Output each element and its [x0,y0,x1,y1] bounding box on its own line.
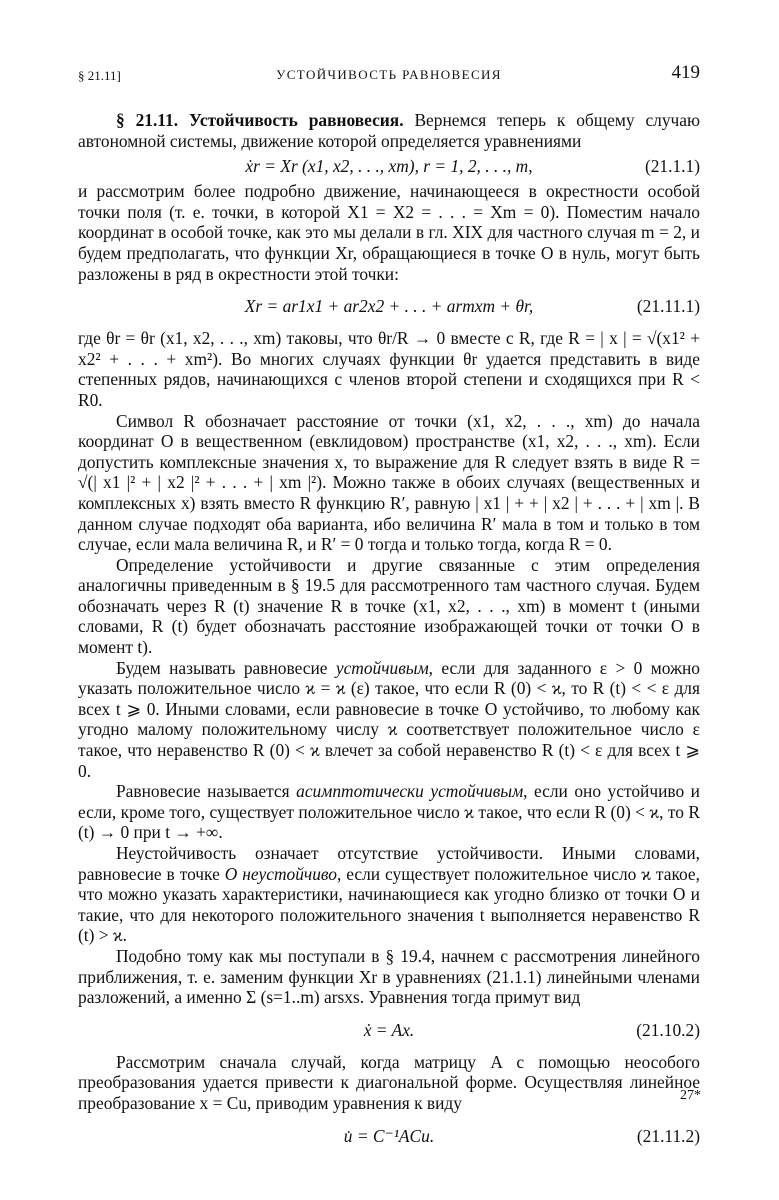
signature-mark: 27* [680,1088,701,1103]
paragraph-9: Рассмотрим сначала случай, когда матрицу A с помощью неособого преобразования удается привести к диагональной форме. Осуществляя линейное преобразование x = Cu, приводим уравнения к виду [78,1051,700,1113]
paragraph-4: Определение устойчивости и другие связанные с этим определения аналогичны приведенным в § 19.5 для рассмотренного там частного случая. Будем обозначать через R (t) значение R в точке (x1, x2, . . ., xm) в момент t (иными словами, R (t) будет обозначать расстояние изображающей точки от точки O в момент t). [78,554,700,658]
paragraph-5 [78,658,700,782]
equation-number: (21.11.1) [636,296,700,317]
paragraph-7-rest: , если существует положительное число ϰ такое, что можно указать характеристики, начинающиеся как угодно близко от точки O и такие, что для некоторого положительного значения t выполняется неравенство R (t) > ϰ. [78,863,701,946]
equation-21-10-2 [78,1008,700,1052]
section-intro-paragraph [78,110,700,151]
text-body [78,110,700,1158]
term-unstable: O неустойчиво [224,863,337,884]
term-asymptotically-stable: асимптотически устойчивым [296,781,524,802]
header-section-ref: § 21.11] [78,68,121,83]
term-stable: устойчивым [335,657,429,678]
paragraph-3: Символ R обозначает расстояние от точки (x1, x2, . . ., xm) до начала координат O в вещественном (евклидовом) пространстве (x1, x2, . . ., xm). Если допустить комплексные значения x, то выражение для R следует взять в виде R = √(| x1 |² + | x2 |² + . . . + | xm |²). Можно также в обоих случаях (вещественных и комплексных x) взять вместо R функцию R′, равную | x1 | + + | x2 | + . . . + | xm |. В данном случае подходят оба варианта, ибо величина R′ мала в том и только в том случае, если мала величина R, и R′ = 0 тогда и только тогда, когда R = 0. [78,410,700,555]
section-intro: Вернемся теперь к общему случаю автономной системы, движение которой определяется уравнениями [78,110,700,151]
paragraph-8: Подобно тому как мы поступали в § 19.4, начнем с рассмотрения линейного приближения, т. е. заменим функции Xr в уравнениях (21.1.1) линейными членами разложений, а именно Σ (s=1..m) arsxs. Уравнения тогда примут вид [78,945,700,1008]
equation-number: (21.1.1) [644,156,700,177]
paragraph-6-rest: , если оно устойчиво и если, кроме того, существует положительное число ϰ такое, что если R (0) < ϰ, то R (t) → 0 при t → +∞. [78,781,700,843]
page-number: 419 [671,62,700,83]
equation-number: (21.11.2) [636,1125,700,1146]
paragraph-6-start: Равновесие называется [116,781,297,802]
equation-text: u̇ = C⁻¹ACu. [343,1125,435,1146]
paragraph-2: где θr = θr (x1, x2, . . ., xm) таковы, что θr/R → 0 вместе с R, где R = | x | = √(x1² + x2² + . . . + xm²). Во многих случаях функции θr удается представить в виде степенных рядов, начинающихся с членов второй степени и сходящихся при R < R0. [78,328,700,410]
equation-text: Xr = ar1x1 + ar2x2 + . . . + armxm + θr, [244,296,534,317]
paragraph-5-rest: , если для заданного ε > 0 можно указать положительное число ϰ = ϰ (ε) такое, что если R (0) < ϰ, то R (t) < < ε для всех t ⩾ 0. Иными словами, если равновесие в точке O устойчиво, то любому как угодно малому положительному числу ϰ соответствует положительное число ε такое, что неравенство R (0) < ϰ влечет за собой неравенство R (t) < ε для всех t ⩾ 0. [78,657,700,781]
header-running-title: УСТОЙЧИВОСТЬ РАВНОВЕСИЯ [276,67,502,82]
section-title: § 21.11. Устойчивость равновесия. [116,110,404,130]
equation-21-1-1 [78,151,700,181]
paragraph-7 [78,843,700,946]
paragraph-1: и рассмотрим более подробно движение, начинающееся в окрестности особой точки поля (т. е. точки, в которой X1 = X2 = . . . = Xm = 0). Поместим начало координат в особой точке, как это мы делали в гл. XIX для частного случая m = 2, и будем предполагать, что функции Xr, обращающиеся в точке O в нуль, могут быть разложены в ряд в окрестности этой точки: [78,181,700,284]
equation-text: ẋ = Ax. [363,1019,415,1040]
equation-21-11-2 [78,1114,700,1158]
equation-21-11-1 [78,284,700,328]
running-header [78,62,700,88]
equation-number: (21.10.2) [636,1019,700,1040]
paragraph-5-start: Будем называть равновесие [116,657,336,678]
paragraph-7-start: Неустойчивость означает отсутствие устойчивости. Иными словами, равновесие в точке [78,843,700,884]
equation-text: ẋr = Xr (x1, x2, . . ., xm), r = 1, 2, . . ., m, [245,156,533,177]
paragraph-6 [78,781,700,843]
